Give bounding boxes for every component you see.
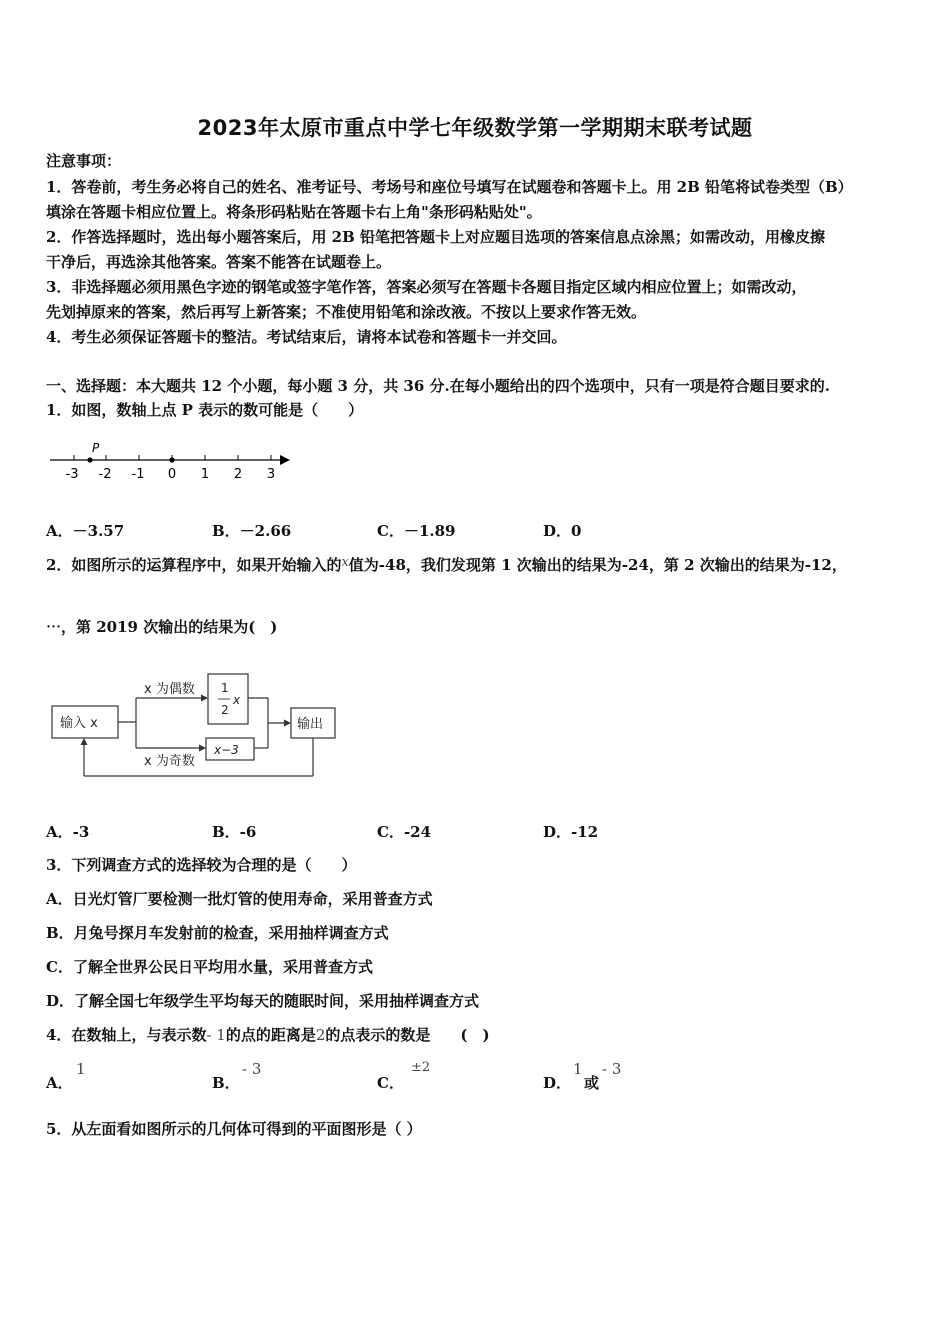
input-label: 输入 x [60, 716, 98, 731]
notice-heading: 注意事项： [46, 152, 122, 170]
question-3-stem: 3．下列调查方式的选择较为合理的是（ ） [46, 856, 357, 874]
tick-label: 0 [167, 467, 177, 482]
even-label: x 为偶数 [144, 682, 195, 697]
q1-option-b[interactable]: B．－2.66 [212, 522, 292, 540]
q4-stem-part: 的点的距离是 [225, 1026, 316, 1044]
notice-line: 1．答卷前，考生务必将自己的姓名、准考证号、考场号和座位号填写在试题卷和答题卡上。用 2B 铅笔将试卷类型（B） [46, 178, 853, 196]
flowchart-figure [46, 668, 346, 783]
number-line-figure [46, 438, 296, 486]
notice-line: 填涂在答题卡相应位置上。将条形码粘贴在答题卡右上角"条形码粘贴处"。 [46, 203, 542, 221]
number-line-arrow [280, 455, 290, 465]
q2-option-d[interactable]: D．-12 [543, 823, 599, 841]
q1-option-a[interactable]: A．－3.57 [46, 522, 125, 540]
q2-option-c[interactable]: C．-24 [377, 823, 432, 841]
q4-option-a-value: 1 [76, 1060, 86, 1078]
q4-stem-part: 的点表示的数是 ( ) [325, 1026, 490, 1044]
q2-option-b[interactable]: B．-6 [212, 823, 257, 841]
question-5-stem: 5．从左面看如图所示的几何体可得到的平面图形是（ ） [46, 1120, 422, 1138]
half-variable: x [233, 693, 241, 707]
q4-option-d-or: 或 [584, 1074, 600, 1092]
q4-option-b-label[interactable]: B． [212, 1074, 240, 1092]
tick-label: 1 [200, 467, 210, 482]
half-denominator: 2 [221, 703, 229, 717]
output-label: 输出 [297, 717, 324, 732]
page-title: 2023年太原市重点中学七年级数学第一学期期末联考试题 [197, 116, 753, 140]
q4-option-d-value: 1 [573, 1060, 583, 1078]
q4-option-b-value: - 3 [242, 1060, 262, 1078]
q4-option-d-label[interactable]: D． [543, 1074, 572, 1092]
odd-label: x 为奇数 [144, 754, 195, 769]
q4-distance: 2 [315, 1026, 326, 1044]
q4-number: - 1 [206, 1026, 226, 1044]
q3-option-d[interactable]: D．了解全国七年级学生平均每天的随眠时间，采用抽样调查方式 [46, 992, 480, 1010]
q1-option-d[interactable]: D．0 [543, 522, 582, 540]
q4-option-a-label[interactable]: A． [46, 1074, 73, 1092]
q4-stem-part: 4．在数轴上，与表示数 [46, 1026, 207, 1044]
tick-label: 2 [233, 467, 243, 482]
point-origin [169, 457, 174, 462]
tick-label: -1 [131, 467, 145, 482]
notice-line: 先划掉原来的答案，然后再写上新答案；不准使用铅笔和涂改液。不按以上要求作答无效。 [46, 303, 647, 321]
tick-label: -2 [98, 467, 112, 482]
q4-option-d-value2: - 3 [602, 1060, 622, 1078]
q2-stem-part: 值为-48，我们发现第 1 次输出的结果为-24，第 2 次输出的结果为-12， [348, 556, 847, 574]
q4-option-c-label[interactable]: C． [377, 1074, 404, 1092]
notice-line: 4．考生必须保证答题卡的整洁。考试结束后，请将本试卷和答题卡一并交回。 [46, 328, 567, 346]
question-4-stem [46, 1023, 490, 1047]
q3-option-c[interactable]: C．了解全世界公民日平均用水量，采用普查方式 [46, 958, 373, 976]
q3-option-a[interactable]: A．日光灯管厂要检测一批灯管的使用寿命，采用普查方式 [46, 890, 433, 908]
notice-line: 2．作答选择题时，选出每小题答案后，用 2B 铅笔把答题卡上对应题目选项的答案信息点涂黑；如需改动，用橡皮擦 [46, 228, 826, 246]
question-2-stem-cont: ⋯，第 2019 次输出的结果为( ) [46, 618, 278, 636]
point-p [87, 457, 92, 462]
point-p-label: P [92, 441, 100, 455]
notice-line: 3．非选择题必须用黑色字迹的钢笔或签字笔作答，答案必须写在答题卡各题目指定区域内相应位置上；如需改动， [46, 278, 807, 296]
minus3-label: x−3 [214, 743, 239, 757]
q2-option-a[interactable]: A．-3 [46, 823, 90, 841]
q2-variable: x [341, 555, 349, 570]
q3-option-b[interactable]: B．月兔号探月车发射前的检查，采用抽样调查方式 [46, 924, 389, 942]
section-heading: 一、选择题：本大题共 12 个小题，每小题 3 分，共 36 分.在每小题给出的四个选项中，只有一项是符合题目要求的. [46, 377, 830, 395]
q4-option-c-value: ±2 [411, 1060, 431, 1075]
notice-line: 干净后，再选涂其他答案。答案不能答在试题卷上。 [46, 253, 392, 271]
tick-label: 3 [266, 467, 276, 482]
question-2-stem [46, 551, 847, 577]
q1-option-c[interactable]: C．－1.89 [377, 522, 456, 540]
tick-label: -3 [65, 467, 79, 482]
half-numerator: 1 [221, 681, 229, 695]
question-1-stem: 1．如图，数轴上点 P 表示的数可能是（ ） [46, 401, 364, 419]
q2-stem-part: 2．如图所示的运算程序中，如果开始输入的 [46, 556, 342, 574]
